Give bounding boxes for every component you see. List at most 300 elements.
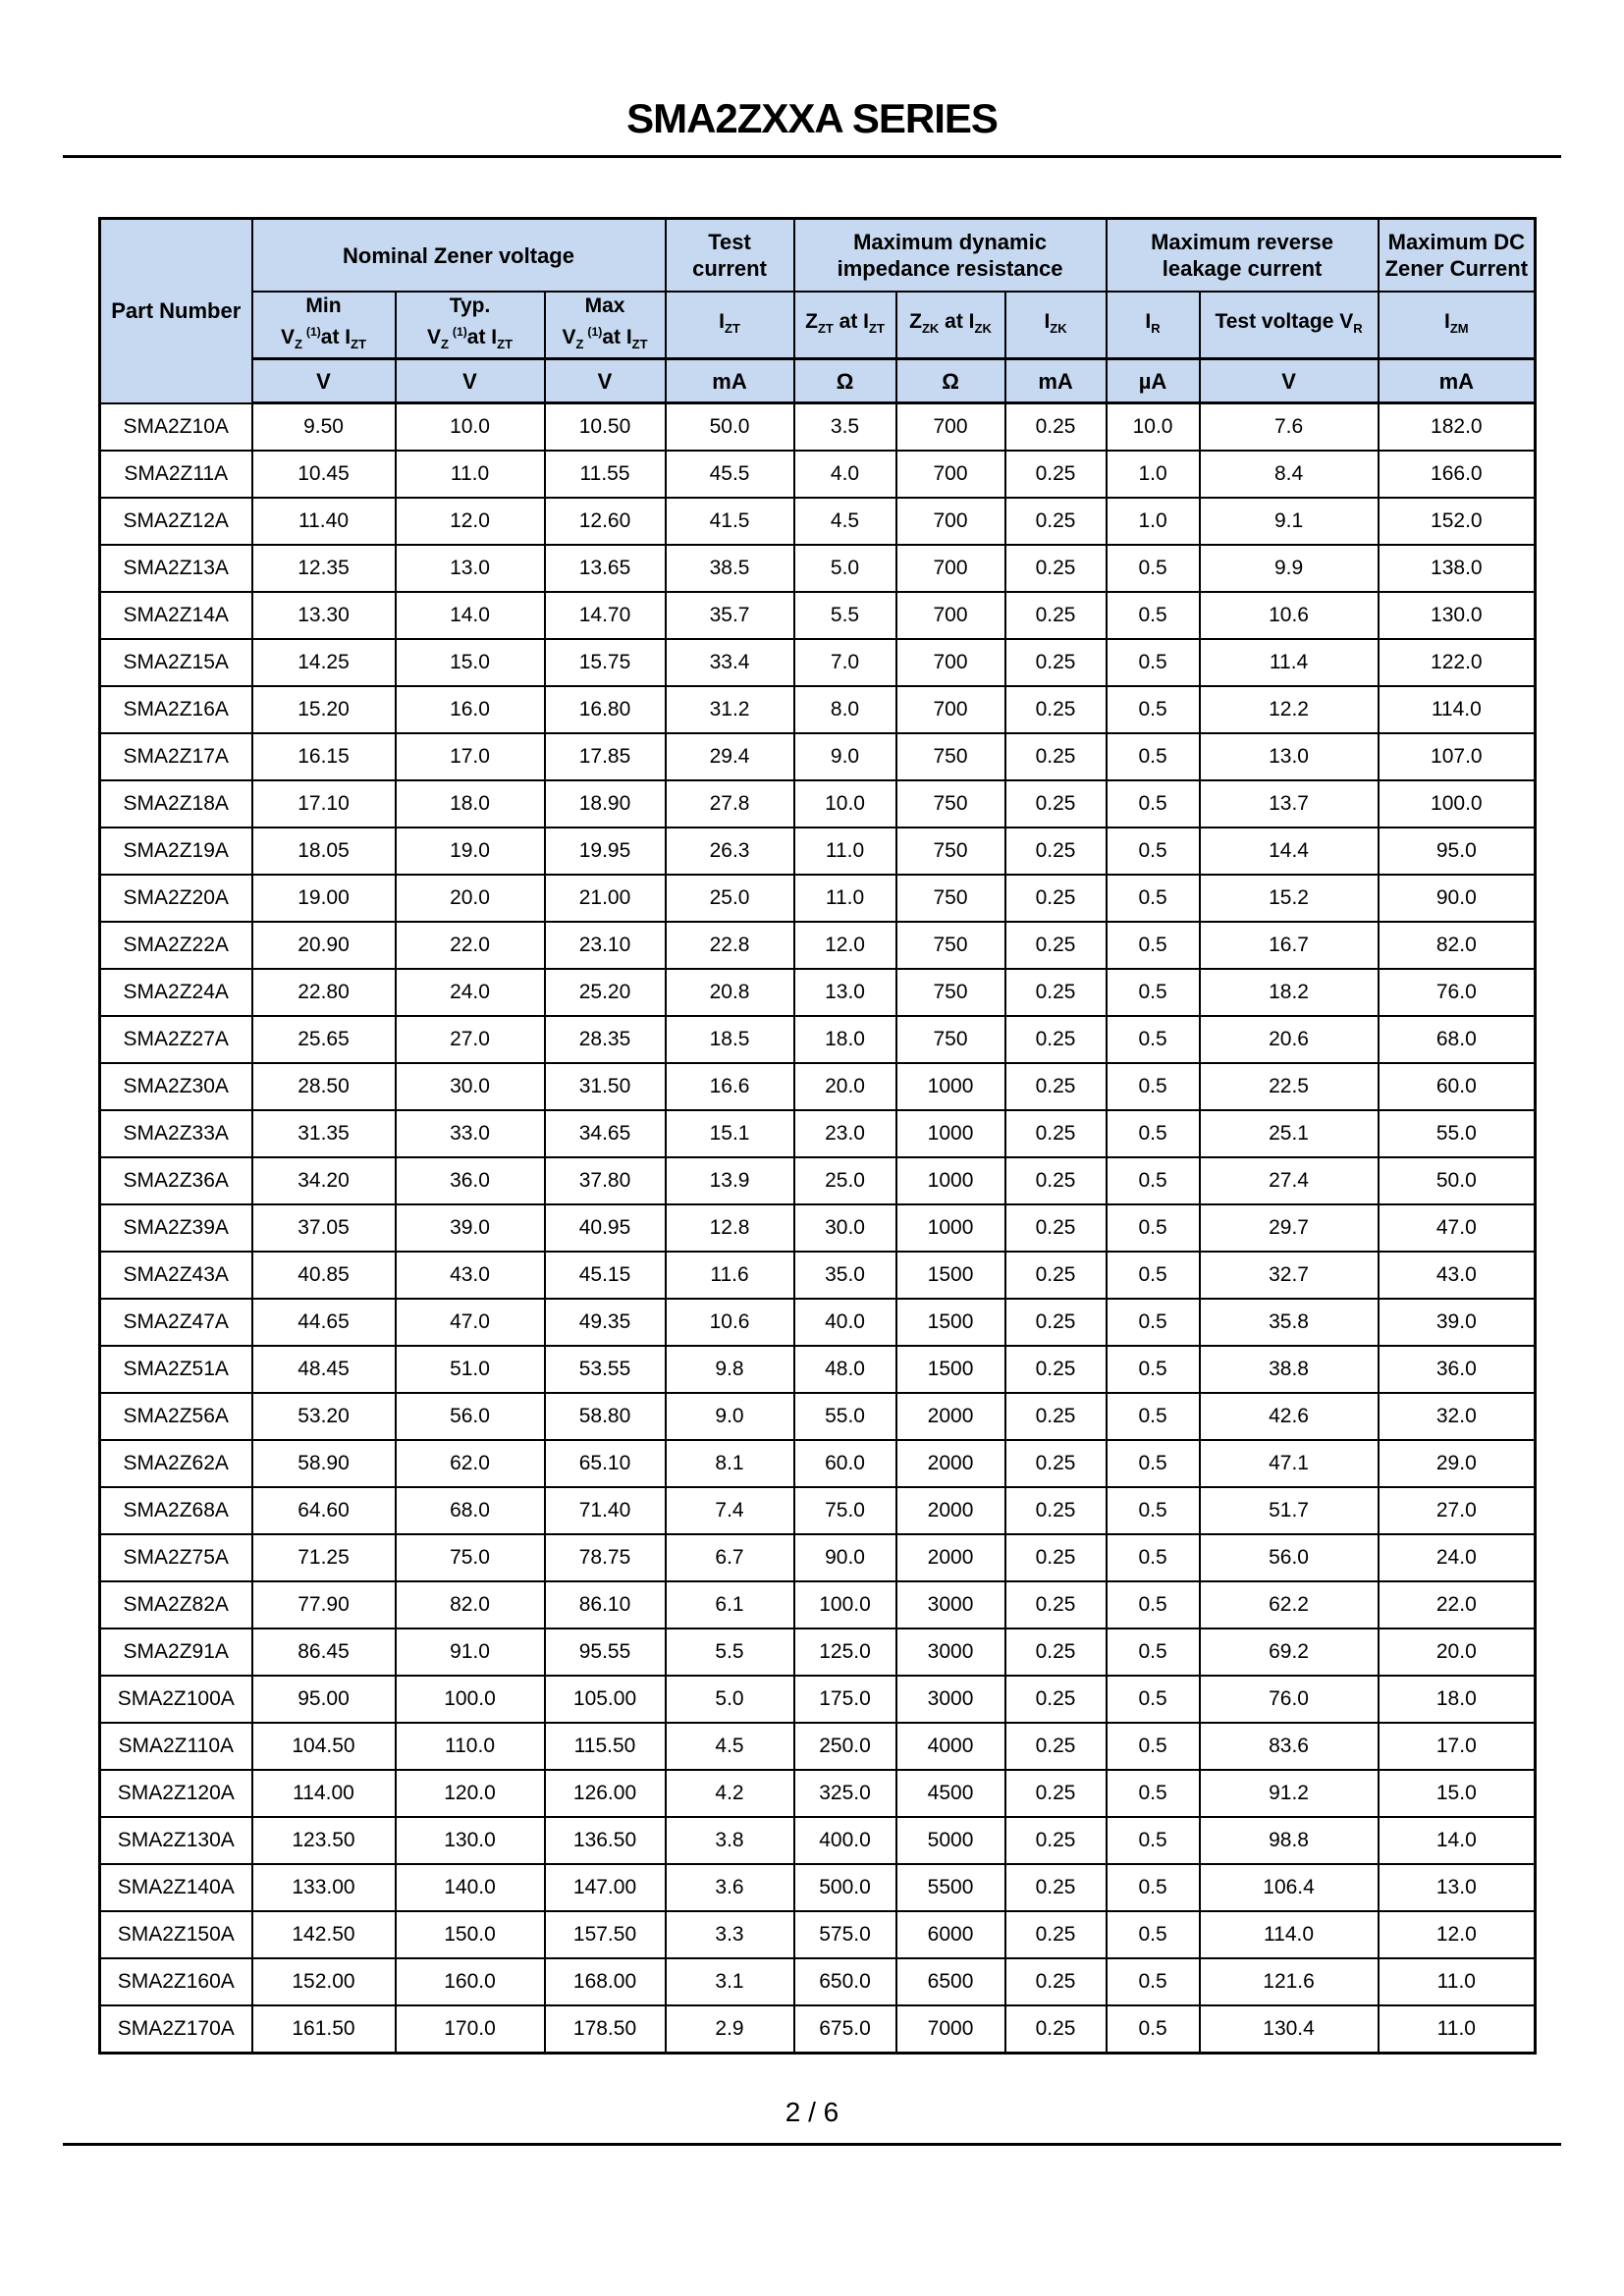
value-cell: 71.25 [252, 1534, 396, 1581]
value-cell: 90.0 [794, 1534, 896, 1581]
value-cell: 37.80 [545, 1157, 666, 1204]
column-header-ir: $I_R$ [1107, 292, 1200, 359]
value-cell: 250.0 [794, 1723, 896, 1770]
value-cell: 10.50 [545, 403, 666, 452]
value-cell: 700 [896, 451, 1005, 498]
value-cell: 0.5 [1107, 969, 1200, 1016]
value-cell: 1500 [896, 1346, 1005, 1393]
value-cell: 110.0 [396, 1723, 545, 1770]
table-row [100, 1016, 1536, 1063]
part-number-cell: SMA2Z33A [100, 1110, 252, 1157]
value-cell: 51.0 [396, 1346, 545, 1393]
table-row [100, 1393, 1536, 1440]
value-cell: 71.40 [545, 1487, 666, 1534]
value-cell: 0.5 [1107, 1157, 1200, 1204]
value-cell: 182.0 [1379, 403, 1536, 452]
value-cell: 0.5 [1107, 1723, 1200, 1770]
value-cell: 43.0 [396, 1252, 545, 1299]
value-cell: 0.25 [1005, 1204, 1107, 1252]
value-cell: 7.4 [666, 1487, 794, 1534]
value-cell: 0.5 [1107, 1911, 1200, 1958]
group-header-nominal-zener-voltage: Nominal Zener voltage [252, 219, 666, 293]
part-number-cell: SMA2Z170A [100, 2005, 252, 2054]
part-number-cell: SMA2Z39A [100, 1204, 252, 1252]
value-cell: 0.25 [1005, 686, 1107, 733]
sub-header-row [100, 292, 1536, 359]
value-cell: 107.0 [1379, 733, 1536, 780]
value-cell: 0.5 [1107, 1817, 1200, 1864]
part-number-cell: SMA2Z43A [100, 1252, 252, 1299]
table-row [100, 686, 1536, 733]
table-row [100, 1723, 1536, 1770]
part-number-cell: SMA2Z10A [100, 403, 252, 452]
value-cell: 1000 [896, 1110, 1005, 1157]
value-cell: 25.20 [545, 969, 666, 1016]
value-cell: 24.0 [396, 969, 545, 1016]
value-cell: 0.5 [1107, 1440, 1200, 1487]
value-cell: 9.0 [666, 1393, 794, 1440]
value-cell: 47.0 [396, 1299, 545, 1346]
part-number-cell: SMA2Z22A [100, 922, 252, 969]
value-cell: 10.6 [1200, 592, 1379, 639]
value-cell: 0.5 [1107, 1110, 1200, 1157]
value-cell: 18.5 [666, 1016, 794, 1063]
table-row [100, 875, 1536, 922]
value-cell: 1.0 [1107, 498, 1200, 545]
value-cell: 20.8 [666, 969, 794, 1016]
value-cell: 3000 [896, 1676, 1005, 1723]
part-number-cell: SMA2Z130A [100, 1817, 252, 1864]
value-cell: 27.0 [1379, 1487, 1536, 1534]
value-cell: 25.0 [794, 1157, 896, 1204]
value-cell: 0.25 [1005, 639, 1107, 686]
value-cell: 39.0 [396, 1204, 545, 1252]
value-cell: 11.0 [396, 451, 545, 498]
value-cell: 30.0 [396, 1063, 545, 1110]
value-cell: 38.5 [666, 545, 794, 592]
value-cell: 750 [896, 875, 1005, 922]
value-cell: 64.60 [252, 1487, 396, 1534]
value-cell: 161.50 [252, 2005, 396, 2054]
value-cell: 170.0 [396, 2005, 545, 2054]
value-cell: 11.55 [545, 451, 666, 498]
value-cell: 12.0 [396, 498, 545, 545]
value-cell: 700 [896, 545, 1005, 592]
column-header-izt: $I_{ZT}$ [666, 292, 794, 359]
value-cell: 16.7 [1200, 922, 1379, 969]
value-cell: 8.4 [1200, 451, 1379, 498]
value-cell: 20.0 [396, 875, 545, 922]
value-cell: 133.00 [252, 1864, 396, 1911]
value-cell: 138.0 [1379, 545, 1536, 592]
value-cell: 122.0 [1379, 639, 1536, 686]
value-cell: 0.25 [1005, 1252, 1107, 1299]
value-cell: 120.0 [396, 1770, 545, 1817]
value-cell: 27.4 [1200, 1157, 1379, 1204]
value-cell: 23.0 [794, 1110, 896, 1157]
value-cell: 50.0 [666, 403, 794, 452]
value-cell: 140.0 [396, 1864, 545, 1911]
unit-cell: mA [1005, 359, 1107, 403]
value-cell: 9.8 [666, 1346, 794, 1393]
value-cell: 23.10 [545, 922, 666, 969]
value-cell: 39.0 [1379, 1299, 1536, 1346]
value-cell: 48.0 [794, 1346, 896, 1393]
table-row [100, 1063, 1536, 1110]
part-number-cell: SMA2Z36A [100, 1157, 252, 1204]
value-cell: 0.25 [1005, 828, 1107, 875]
part-number-cell: SMA2Z20A [100, 875, 252, 922]
value-cell: 0.25 [1005, 1723, 1107, 1770]
value-cell: 675.0 [794, 2005, 896, 2054]
value-cell: 90.0 [1379, 875, 1536, 922]
value-cell: 12.35 [252, 545, 396, 592]
value-cell: 29.0 [1379, 1440, 1536, 1487]
value-cell: 12.8 [666, 1204, 794, 1252]
value-cell: 20.0 [794, 1063, 896, 1110]
value-cell: 17.85 [545, 733, 666, 780]
value-cell: 150.0 [396, 1911, 545, 1958]
value-cell: 9.50 [252, 403, 396, 452]
value-cell: 0.25 [1005, 1299, 1107, 1346]
value-cell: 106.4 [1200, 1864, 1379, 1911]
value-cell: 0.25 [1005, 1393, 1107, 1440]
part-number-cell: SMA2Z11A [100, 451, 252, 498]
value-cell: 3000 [896, 1581, 1005, 1629]
value-cell: 100.0 [794, 1581, 896, 1629]
unit-cell: V [545, 359, 666, 403]
value-cell: 18.90 [545, 780, 666, 828]
value-cell: 14.4 [1200, 828, 1379, 875]
table-row [100, 1157, 1536, 1204]
part-number-cell: SMA2Z16A [100, 686, 252, 733]
value-cell: 0.25 [1005, 1487, 1107, 1534]
value-cell: 500.0 [794, 1864, 896, 1911]
value-cell: 5000 [896, 1817, 1005, 1864]
value-cell: 650.0 [794, 1958, 896, 2005]
value-cell: 100.0 [1379, 780, 1536, 828]
value-cell: 2.9 [666, 2005, 794, 2054]
part-number-cell: SMA2Z13A [100, 545, 252, 592]
value-cell: 152.00 [252, 1958, 396, 2005]
value-cell: 0.5 [1107, 1629, 1200, 1676]
table-row [100, 498, 1536, 545]
value-cell: 95.55 [545, 1629, 666, 1676]
value-cell: 0.5 [1107, 1487, 1200, 1534]
table-row [100, 1299, 1536, 1346]
value-cell: 115.50 [545, 1723, 666, 1770]
value-cell: 750 [896, 1016, 1005, 1063]
value-cell: 0.5 [1107, 1063, 1200, 1110]
value-cell: 0.25 [1005, 1016, 1107, 1063]
group-header-row [100, 219, 1536, 293]
value-cell: 20.90 [252, 922, 396, 969]
value-cell: 18.0 [1379, 1676, 1536, 1723]
table-row [100, 592, 1536, 639]
value-cell: 51.7 [1200, 1487, 1379, 1534]
unit-cell: V [1200, 359, 1379, 403]
value-cell: 40.85 [252, 1252, 396, 1299]
part-number-cell: SMA2Z140A [100, 1864, 252, 1911]
value-cell: 28.35 [545, 1016, 666, 1063]
value-cell: 0.25 [1005, 733, 1107, 780]
value-cell: 5.0 [666, 1676, 794, 1723]
part-number-cell: SMA2Z75A [100, 1534, 252, 1581]
value-cell: 1.0 [1107, 451, 1200, 498]
value-cell: 35.8 [1200, 1299, 1379, 1346]
value-cell: 25.65 [252, 1016, 396, 1063]
value-cell: 0.25 [1005, 1157, 1107, 1204]
value-cell: 0.5 [1107, 686, 1200, 733]
value-cell: 16.80 [545, 686, 666, 733]
value-cell: 98.8 [1200, 1817, 1379, 1864]
value-cell: 3.8 [666, 1817, 794, 1864]
value-cell: 95.0 [1379, 828, 1536, 875]
table-row [100, 1204, 1536, 1252]
value-cell: 4000 [896, 1723, 1005, 1770]
value-cell: 65.10 [545, 1440, 666, 1487]
value-cell: 178.50 [545, 2005, 666, 2054]
value-cell: 0.25 [1005, 403, 1107, 452]
value-cell: 0.5 [1107, 733, 1200, 780]
value-cell: 100.0 [396, 1676, 545, 1723]
table-row [100, 828, 1536, 875]
value-cell: 28.50 [252, 1063, 396, 1110]
value-cell: 10.45 [252, 451, 396, 498]
value-cell: 18.2 [1200, 969, 1379, 1016]
value-cell: 0.25 [1005, 1864, 1107, 1911]
table-row [100, 1911, 1536, 1958]
table-row [100, 1581, 1536, 1629]
unit-cell: Ω [896, 359, 1005, 403]
value-cell: 3.3 [666, 1911, 794, 1958]
value-cell: 0.25 [1005, 1770, 1107, 1817]
value-cell: 35.0 [794, 1252, 896, 1299]
value-cell: 16.0 [396, 686, 545, 733]
value-cell: 700 [896, 498, 1005, 545]
value-cell: 82.0 [396, 1581, 545, 1629]
units-row [100, 359, 1536, 403]
value-cell: 15.0 [396, 639, 545, 686]
table-row [100, 1534, 1536, 1581]
value-cell: 125.0 [794, 1629, 896, 1676]
value-cell: 53.20 [252, 1393, 396, 1440]
value-cell: 1000 [896, 1204, 1005, 1252]
value-cell: 0.25 [1005, 1817, 1107, 1864]
value-cell: 27.8 [666, 780, 794, 828]
value-cell: 19.95 [545, 828, 666, 875]
column-header-min-vz: Min $V_Z^{(1)}at$ $I_{ZT}$ [252, 292, 396, 359]
value-cell: 700 [896, 639, 1005, 686]
table-row [100, 1770, 1536, 1817]
value-cell: 126.00 [545, 1770, 666, 1817]
value-cell: 12.0 [1379, 1911, 1536, 1958]
value-cell: 35.7 [666, 592, 794, 639]
value-cell: 160.0 [396, 1958, 545, 2005]
value-cell: 700 [896, 403, 1005, 452]
value-cell: 13.7 [1200, 780, 1379, 828]
value-cell: 40.0 [794, 1299, 896, 1346]
part-number-cell: SMA2Z27A [100, 1016, 252, 1063]
value-cell: 9.0 [794, 733, 896, 780]
value-cell: 55.0 [794, 1393, 896, 1440]
value-cell: 0.5 [1107, 1676, 1200, 1723]
value-cell: 1500 [896, 1299, 1005, 1346]
value-cell: 34.20 [252, 1157, 396, 1204]
unit-cell: mA [1379, 359, 1536, 403]
value-cell: 0.5 [1107, 875, 1200, 922]
value-cell: 0.5 [1107, 1252, 1200, 1299]
value-cell: 0.25 [1005, 969, 1107, 1016]
value-cell: 16.6 [666, 1063, 794, 1110]
column-header-part-number: Part Number [100, 219, 252, 403]
value-cell: 78.75 [545, 1534, 666, 1581]
value-cell: 62.2 [1200, 1581, 1379, 1629]
value-cell: 147.00 [545, 1864, 666, 1911]
value-cell: 25.1 [1200, 1110, 1379, 1157]
value-cell: 13.0 [396, 545, 545, 592]
value-cell: 130.4 [1200, 2005, 1379, 2054]
value-cell: 18.05 [252, 828, 396, 875]
title-rule [63, 155, 1561, 158]
value-cell: 15.75 [545, 639, 666, 686]
value-cell: 166.0 [1379, 451, 1536, 498]
table-row [100, 1110, 1536, 1157]
value-cell: 0.25 [1005, 592, 1107, 639]
group-header-test-current: Test current [666, 219, 794, 293]
value-cell: 0.25 [1005, 1676, 1107, 1723]
value-cell: 3.6 [666, 1864, 794, 1911]
value-cell: 9.1 [1200, 498, 1379, 545]
value-cell: 0.25 [1005, 780, 1107, 828]
value-cell: 700 [896, 686, 1005, 733]
part-number-cell: SMA2Z100A [100, 1676, 252, 1723]
value-cell: 11.4 [1200, 639, 1379, 686]
value-cell: 49.35 [545, 1299, 666, 1346]
table-row [100, 2005, 1536, 2054]
value-cell: 0.5 [1107, 2005, 1200, 2054]
value-cell: 13.0 [1379, 1864, 1536, 1911]
value-cell: 82.0 [1379, 922, 1536, 969]
part-number-cell: SMA2Z17A [100, 733, 252, 780]
value-cell: 15.20 [252, 686, 396, 733]
value-cell: 55.0 [1379, 1110, 1536, 1157]
value-cell: 0.5 [1107, 639, 1200, 686]
value-cell: 13.0 [1200, 733, 1379, 780]
part-number-cell: SMA2Z30A [100, 1063, 252, 1110]
value-cell: 76.0 [1379, 969, 1536, 1016]
value-cell: 168.00 [545, 1958, 666, 2005]
value-cell: 6000 [896, 1911, 1005, 1958]
table-row [100, 403, 1536, 452]
value-cell: 45.5 [666, 451, 794, 498]
value-cell: 48.45 [252, 1346, 396, 1393]
value-cell: 0.25 [1005, 545, 1107, 592]
value-cell: 0.25 [1005, 1911, 1107, 1958]
part-number-cell: SMA2Z18A [100, 780, 252, 828]
value-cell: 31.50 [545, 1063, 666, 1110]
value-cell: 77.90 [252, 1581, 396, 1629]
value-cell: 11.0 [1379, 2005, 1536, 2054]
part-number-cell: SMA2Z12A [100, 498, 252, 545]
value-cell: 11.0 [794, 875, 896, 922]
column-header-izk: $I_{ZK}$ [1005, 292, 1107, 359]
value-cell: 0.25 [1005, 498, 1107, 545]
value-cell: 5.0 [794, 545, 896, 592]
value-cell: 15.1 [666, 1110, 794, 1157]
table-row [100, 1440, 1536, 1487]
value-cell: 0.5 [1107, 1016, 1200, 1063]
value-cell: 114.0 [1379, 686, 1536, 733]
value-cell: 0.5 [1107, 545, 1200, 592]
value-cell: 10.0 [396, 403, 545, 452]
value-cell: 2000 [896, 1440, 1005, 1487]
value-cell: 325.0 [794, 1770, 896, 1817]
value-cell: 75.0 [396, 1534, 545, 1581]
value-cell: 157.50 [545, 1911, 666, 1958]
part-number-cell: SMA2Z24A [100, 969, 252, 1016]
value-cell: 38.8 [1200, 1346, 1379, 1393]
part-number-cell: SMA2Z62A [100, 1440, 252, 1487]
value-cell: 3000 [896, 1629, 1005, 1676]
value-cell: 33.0 [396, 1110, 545, 1157]
value-cell: 86.45 [252, 1629, 396, 1676]
column-header-izm: $I_{ZM}$ [1379, 292, 1536, 359]
table-row [100, 922, 1536, 969]
value-cell: 18.0 [794, 1016, 896, 1063]
value-cell: 4500 [896, 1770, 1005, 1817]
value-cell: 19.0 [396, 828, 545, 875]
value-cell: 15.2 [1200, 875, 1379, 922]
value-cell: 0.5 [1107, 922, 1200, 969]
value-cell: 575.0 [794, 1911, 896, 1958]
value-cell: 42.6 [1200, 1393, 1379, 1440]
value-cell: 4.5 [794, 498, 896, 545]
part-number-cell: SMA2Z51A [100, 1346, 252, 1393]
value-cell: 20.6 [1200, 1016, 1379, 1063]
value-cell: 60.0 [1379, 1063, 1536, 1110]
value-cell: 2000 [896, 1487, 1005, 1534]
value-cell: 0.5 [1107, 1346, 1200, 1393]
value-cell: 10.0 [794, 780, 896, 828]
value-cell: 0.5 [1107, 828, 1200, 875]
value-cell: 11.0 [794, 828, 896, 875]
group-header-max-dynamic-impedance: Maximum dynamic impedance resistance [794, 219, 1107, 293]
column-header-typ-vz: Typ. $V_Z^{(1)}at$ $I_{ZT}$ [396, 292, 545, 359]
value-cell: 62.0 [396, 1440, 545, 1487]
value-cell: 1000 [896, 1157, 1005, 1204]
value-cell: 91.2 [1200, 1770, 1379, 1817]
value-cell: 12.60 [545, 498, 666, 545]
value-cell: 17.0 [1379, 1723, 1536, 1770]
value-cell: 0.5 [1107, 1534, 1200, 1581]
value-cell: 1000 [896, 1063, 1005, 1110]
value-cell: 22.80 [252, 969, 396, 1016]
value-cell: 5500 [896, 1864, 1005, 1911]
value-cell: 2000 [896, 1393, 1005, 1440]
table-header [100, 219, 1536, 403]
value-cell: 0.25 [1005, 1958, 1107, 2005]
part-number-cell: SMA2Z68A [100, 1487, 252, 1534]
value-cell: 58.80 [545, 1393, 666, 1440]
value-cell: 13.30 [252, 592, 396, 639]
column-header-test-voltage-vr: Test voltage $V_R$ [1200, 292, 1379, 359]
value-cell: 0.25 [1005, 1346, 1107, 1393]
value-cell: 9.9 [1200, 545, 1379, 592]
value-cell: 33.4 [666, 639, 794, 686]
group-header-max-reverse-leakage: Maximum reverse leakage current [1107, 219, 1379, 293]
value-cell: 76.0 [1200, 1676, 1379, 1723]
